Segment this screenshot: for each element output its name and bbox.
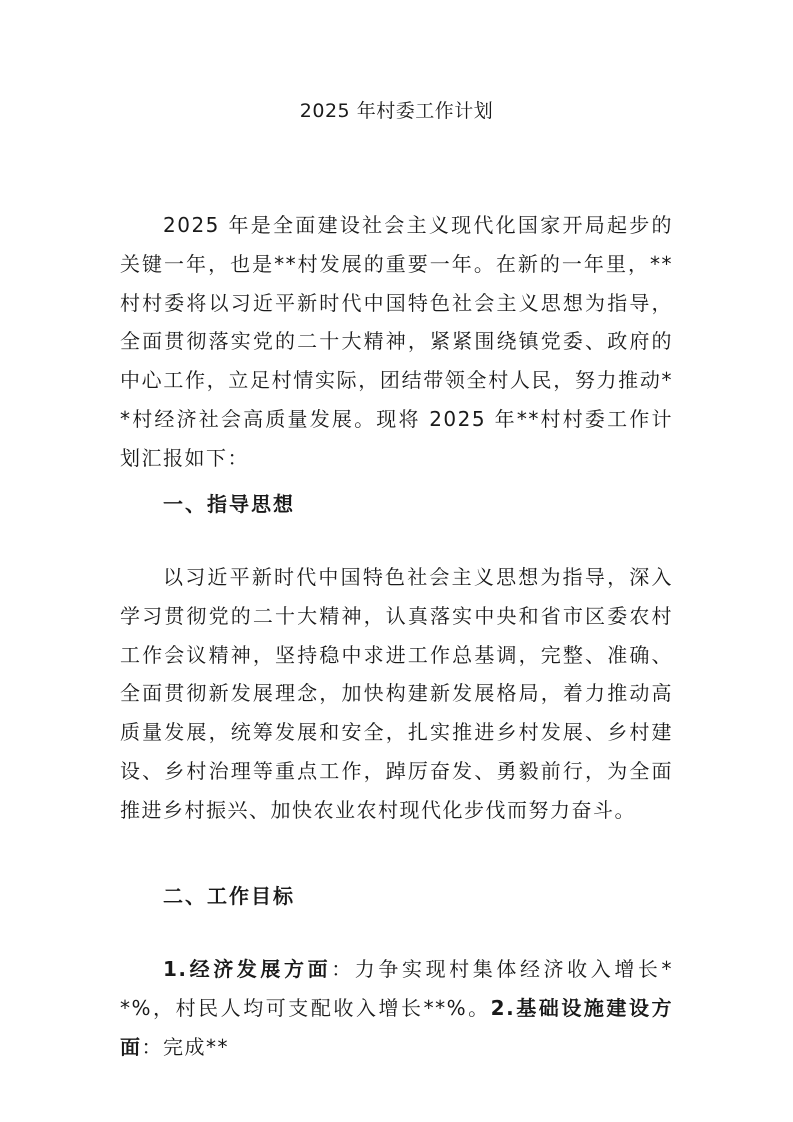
- section-heading-work-goals: 二、工作目标: [163, 884, 295, 908]
- economic-development-text: ：力争实现村集体经济收入增长**%，村民人均可支配收入增长**%。: [120, 957, 674, 1020]
- infrastructure-label: 2.基础设施建设方面: [120, 995, 673, 1059]
- work-goals-paragraph: [120, 950, 673, 1066]
- document-title: 2025 年村委工作计划: [299, 100, 494, 122]
- guiding-ideology-paragraph: 以习近平新时代中国特色社会主义思想为指导，深入学习贯彻党的二十大精神，认真落实中央和省市区委农村工作会议精神，坚持稳中求进工作总基调，完整、准确、全面贯彻新发展理念，加快构建新发展格局，着力推动高质量发展，统筹发展和安全，扎实推进乡村发展、乡村建设、乡村治理等重点工作，踔厉奋发、勇毅前行，为全面推进乡村振兴、加快农业农村现代化步伐而努力奋斗。: [120, 565, 673, 822]
- section-heading-guiding-ideology: 一、指导思想: [163, 492, 295, 516]
- economic-development-label: 1.经济发展方面: [163, 957, 332, 981]
- intro-paragraph: 2025 年是全面建设社会主义现代化国家开局起步的关键一年，也是**村发展的重要一年。在新的一年里，**村村委将以习近平新时代中国特色社会主义思想为指导，全面贯彻落实党的二十大精神，紧紧围绕镇党委、政府的中心工作，立足村情实际，团结带领全村人民，努力推动**村经济社会高质量发展。现将 2025 年**村村委工作计划汇报如下：: [120, 213, 673, 470]
- infrastructure-text: ：完成**: [141, 1034, 229, 1059]
